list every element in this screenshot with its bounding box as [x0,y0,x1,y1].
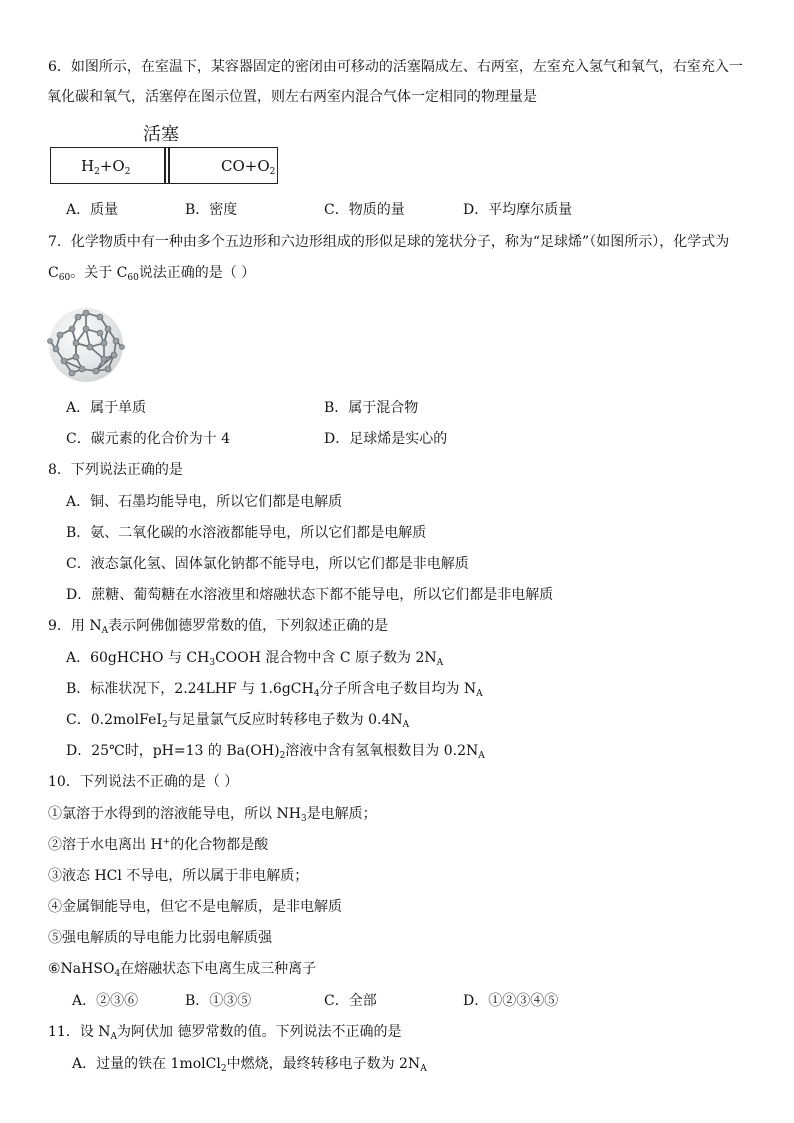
q10-option-c[interactable]: C．全部 [324,993,377,1009]
q8-option-a[interactable]: A．铜、石墨均能导电，所以它们都是电解质 [66,494,343,510]
q7-option-b[interactable]: B．属于混合物 [324,400,419,416]
q8-option-d[interactable]: D．蔗糖、葡萄糖在水溶液里和熔融状态下都不能导电，所以它们都是非电解质 [66,587,554,603]
q10-statement-6: ⑥NaHSO$_4$在熔融状态下电离生成三种离子 [48,961,317,979]
q8-stem: 8．下列说法正确的是 [48,462,183,478]
q9-option-c[interactable]: C．0.2molFeI$_2$与足量氯气反应时转移电子数为 $0.4N_A$ [66,712,410,730]
q10-statement-5: ⑤强电解质的导电能力比弱电解质强 [48,930,272,946]
left-chamber-gas: $H_2+O_2$ [81,157,131,177]
piston-line-right [168,148,170,183]
q10-statement-4: ④金属铜能导电，但它不是电解质，是非电解质 [48,899,342,915]
piston-label: 活塞 [143,124,179,145]
q8-option-c[interactable]: C．液态氯化氢、固体氯化钠都不能导电，所以它们都是非电解质 [66,556,469,572]
q6-stem-line1: 6．如图所示，在室温下，某容器固定的密闭由可移动的活塞隔成左、右两室，左室充入氢气和氧气，右室充入一 [48,59,743,75]
q7-stem-line1: 7．化学物质中有一种由多个五边形和六边形组成的形似足球的笼状分子，称为“足球烯”（如图所示），化学式为 [48,234,730,250]
q6-option-d[interactable]: D．平均摩尔质量 [463,202,573,218]
q11-option-a[interactable]: A．过量的铁在 1molCl$_2$中燃烧，最终转移电子数为 $2N_A$ [72,1056,427,1074]
q10-statement-1: ①氯溶于水得到的溶液能导电，所以 $NH_3$是电解质； [48,806,377,824]
q7-option-c[interactable]: C．碳元素的化合价为十 4 [66,431,231,447]
q6-option-a[interactable]: A．质量 [66,202,119,218]
q8-option-b[interactable]: B．氨、二氧化碳的水溶液都能导电，所以它们都是电解质 [66,525,427,541]
q9-option-d[interactable]: D．25℃时，pH=13 的 $Ba(OH)_2$溶液中含有氢氧根数目为 $0.2N_A$ [66,743,485,761]
q7-stem-line2: $C_{60}$。关于 $C_{60}$说法正确的是（ ） [48,265,256,283]
q9-stem: 9．用 $N_A$表示阿佛伽德罗常数的值，下列叙述正确的是 [48,618,389,636]
container-figure [50,147,278,184]
q10-option-a[interactable]: A．②③⑥ [72,993,139,1009]
q11-stem: 11．设 $N_A$为阿伏加 德罗常数的值。下列说法不正确的是 [48,1024,402,1042]
q10-option-d[interactable]: D．①②③④⑤ [463,993,559,1009]
q10-stem: 10．下列说法不正确的是（ ） [48,774,239,790]
q7-option-a[interactable]: A．属于单质 [66,400,147,416]
q6-stem-line2: 氧化碳和氧气，活塞停在图示位置，则左右两室内混合气体一定相同的物理量是 [47,89,537,105]
q9-option-b[interactable]: B．标准状况下，2.24LHF 与 1.6gCH$_4$分子所含电子数目均为 $N_A$ [66,681,483,699]
piston-line-left [164,148,166,183]
q10-option-b[interactable]: B．①③⑤ [185,993,252,1009]
q10-statement-3: ③液态 HCl 不导电，所以属于非电解质； [48,868,309,884]
q7-option-d[interactable]: D．足球烯是实心的 [324,431,448,447]
right-chamber-gas: $CO+O_2$ [221,157,276,177]
q9-option-a[interactable]: A．60gHCHO 与 $CH_3COOH$ 混合物中含 C 原子数为 $2N_A$ [66,650,444,668]
q6-option-b[interactable]: B．密度 [185,202,238,218]
q10-statement-2: ②溶于水电离出 H+的化合物都是酸 [48,837,269,853]
fullerene-molecule-image [46,305,126,385]
q6-option-c[interactable]: C．物质的量 [324,202,405,218]
